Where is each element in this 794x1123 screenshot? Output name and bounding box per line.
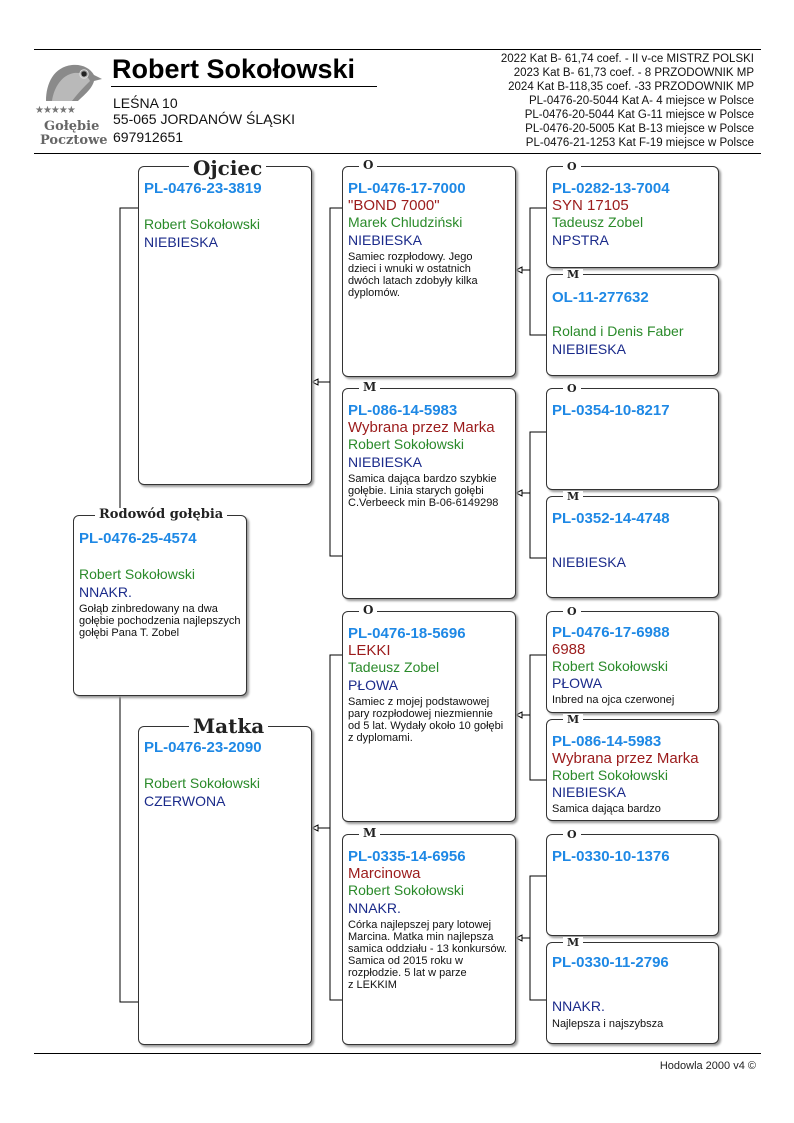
- rating-stars: ★★★★★: [35, 105, 75, 116]
- maternal-grandfather-owner: Tadeusz Zobel: [348, 659, 440, 675]
- subject-color: NNAKR.: [79, 584, 132, 600]
- father-owner: Robert Sokołowski: [144, 216, 260, 232]
- great-grandparent-sex-label: M: [563, 269, 583, 280]
- paternal-grandfather-ring: PL-0476-17-7000: [348, 180, 466, 197]
- city-address: 55-065 JORDANÓW ŚLĄSKI: [113, 111, 296, 127]
- great-grandparent-owner: Robert Sokołowski: [552, 767, 668, 783]
- great-grandparent-ring: PL-0354-10-8217: [552, 402, 670, 419]
- great-grandparent-card-mff[interactable]: [546, 611, 719, 713]
- paternal-grandfather-sex-label: O: [359, 159, 377, 171]
- achievement-line: 2022 Kat B- 61,74 coef. - II v-ce MISTRZ POLSKI: [500, 53, 754, 65]
- great-grandparent-description: Najlepsza i najszybsza: [552, 1018, 664, 1030]
- subject-owner: Robert Sokołowski: [79, 566, 195, 582]
- maternal-grandfather-sex-label: O: [359, 604, 377, 616]
- great-grandparent-description: Inbred na ojca czerwonej: [552, 694, 675, 706]
- great-grandparent-color: PŁOWA: [552, 675, 603, 691]
- maternal-grandfather-color: PŁOWA: [348, 677, 399, 693]
- paternal-grandmother-name: Wybrana przez Marka: [348, 419, 495, 436]
- maternal-grandmother-card[interactable]: [342, 834, 516, 1045]
- great-grandparent-color: NIEBIESKA: [552, 784, 626, 800]
- mother-color: CZERWONA: [144, 793, 226, 809]
- paternal-grandmother-color: NIEBIESKA: [348, 454, 422, 470]
- maternal-grandmother-description: Córka najlepszej pary lotowej Marcina. Matka min najlepsza samica oddziału - 13 konkursów. Samica od 2015 roku w rozpłodzie. 5 lat w parze z LEKKIM: [348, 919, 507, 991]
- achievement-line: PL-0476-21-1253 Kat F-19 miejsce w Polsce: [525, 137, 754, 149]
- logo-text-line1: Gołębie: [44, 119, 100, 134]
- great-grandparent-card-mfm[interactable]: [546, 719, 719, 821]
- mother-ring-number: PL-0476-23-2090: [144, 739, 262, 756]
- great-grandparent-card-fff[interactable]: [546, 166, 719, 268]
- great-grandparent-ring: PL-0352-14-4748: [552, 510, 670, 527]
- subject-label: Rodowód gołębia: [95, 508, 227, 521]
- great-grandparent-name: 6988: [552, 641, 586, 658]
- great-grandparent-ring: OL-11-277632: [552, 289, 649, 306]
- subject-description: Gołąb zinbredowany na dwa gołębie pochodzenia najlepszych gołębi Pana T. Zobel: [79, 603, 241, 639]
- great-grandparent-ring: PL-086-14-5983: [552, 733, 662, 750]
- paternal-grandmother-owner: Robert Sokołowski: [348, 436, 464, 452]
- great-grandparent-color: NIEBIESKA: [552, 341, 626, 357]
- maternal-grandmother-name: Marcinowa: [348, 865, 421, 882]
- maternal-grandmother-ring: PL-0335-14-6956: [348, 848, 466, 865]
- subject-pigeon-card[interactable]: [73, 515, 247, 696]
- paternal-grandmother-ring: PL-086-14-5983: [348, 402, 458, 419]
- paternal-grandmother-description: Samica dająca bardzo szybkie gołębie. Linia starych gołębi C.Verbeeck min B-06-6149298: [348, 473, 499, 509]
- paternal-grandfather-card[interactable]: [342, 166, 516, 377]
- paternal-grandfather-description: Samiec rozpłodowy. Jego dzieci i wnuki w ostatnich dwóch latach zdobyły kilka dyplomów.: [348, 251, 478, 299]
- great-grandparent-card-ffm[interactable]: [546, 274, 719, 376]
- father-color: NIEBIESKA: [144, 234, 218, 250]
- paternal-grandfather-name: "BOND 7000": [348, 197, 440, 214]
- great-grandparent-owner: Roland i Denis Faber: [552, 323, 684, 339]
- phone-number: 697912651: [113, 129, 184, 145]
- great-grandparent-sex-label: M: [563, 491, 583, 502]
- street-address: LEŚNA 10: [113, 95, 178, 111]
- mother-label: Matka: [189, 716, 268, 736]
- father-label: Ojciec: [189, 158, 266, 178]
- maternal-grandfather-name: LEKKI: [348, 642, 391, 659]
- great-grandparent-card-fmf[interactable]: [546, 388, 719, 490]
- software-credit: Hodowla 2000 v4 ©: [659, 1060, 756, 1072]
- great-grandparent-card-mmf[interactable]: [546, 834, 719, 936]
- maternal-grandfather-card[interactable]: [342, 611, 516, 822]
- great-grandparent-ring: PL-0282-13-7004: [552, 180, 670, 197]
- achievement-line: PL-0476-20-5005 Kat B-13 miejsce w Polsce: [525, 123, 754, 135]
- paternal-grandfather-owner: Marek Chludziński: [348, 214, 463, 230]
- achievement-line: 2024 Kat B-118,35 coef. -33 PRZODOWNIK MP: [508, 81, 754, 93]
- achievement-line: 2023 Kat B- 61,73 coef. - 8 PRZODOWNIK MP: [513, 67, 754, 79]
- great-grandparent-card-fmm[interactable]: [546, 496, 719, 598]
- father-card[interactable]: [138, 166, 312, 485]
- mother-owner: Robert Sokołowski: [144, 775, 260, 791]
- great-grandparent-sex-label: O: [563, 606, 581, 617]
- maternal-grandmother-owner: Robert Sokołowski: [348, 882, 464, 898]
- great-grandparent-sex-label: O: [563, 383, 581, 394]
- great-grandparent-owner: Robert Sokołowski: [552, 658, 668, 674]
- maternal-grandmother-color: NNAKR.: [348, 900, 401, 916]
- paternal-grandmother-sex-label: M: [359, 381, 380, 393]
- achievement-line: PL-0476-20-5044 Kat G-11 miejsce w Polsce: [524, 109, 754, 121]
- paternal-grandfather-color: NIEBIESKA: [348, 232, 422, 248]
- footer-rule: [34, 1053, 761, 1054]
- great-grandparent-name: SYN 17105: [552, 197, 629, 214]
- achievement-line: PL-0476-20-5044 Kat A- 4 miejsce w Polsce: [528, 95, 754, 107]
- great-grandparent-color: NIEBIESKA: [552, 554, 626, 570]
- great-grandparent-color: NPSTRA: [552, 232, 609, 248]
- great-grandparent-owner: Tadeusz Zobel: [552, 214, 644, 230]
- breeder-name: Robert Sokołowski: [112, 54, 356, 84]
- great-grandparent-sex-label: O: [563, 829, 581, 840]
- maternal-grandfather-ring: PL-0476-18-5696: [348, 625, 466, 642]
- great-grandparent-name: Wybrana przez Marka: [552, 750, 699, 767]
- great-grandparent-color: NNAKR.: [552, 998, 605, 1014]
- father-ring-number: PL-0476-23-3819: [144, 180, 262, 197]
- great-grandparent-sex-label: M: [563, 714, 583, 725]
- maternal-grandmother-sex-label: M: [359, 827, 380, 839]
- mother-card[interactable]: [138, 726, 312, 1045]
- great-grandparent-ring: PL-0330-10-1376: [552, 848, 670, 865]
- great-grandparent-ring: PL-0330-11-2796: [552, 954, 669, 971]
- logo-text-line2: Pocztowe: [40, 133, 108, 148]
- great-grandparent-sex-label: M: [563, 937, 583, 948]
- subject-ring-number: PL-0476-25-4574: [79, 530, 197, 547]
- maternal-grandfather-description: Samiec z mojej podstawowej pary rozpłodowej niezmiennie od 5 lat. Wydały około 10 gołębi z dyplomami.: [348, 696, 504, 744]
- paternal-grandmother-card[interactable]: [342, 388, 516, 599]
- great-grandparent-sex-label: O: [563, 161, 581, 172]
- great-grandparent-description: Samica dająca bardzo: [552, 803, 661, 815]
- great-grandparent-card-mmm[interactable]: [546, 942, 719, 1044]
- great-grandparent-ring: PL-0476-17-6988: [552, 624, 670, 641]
